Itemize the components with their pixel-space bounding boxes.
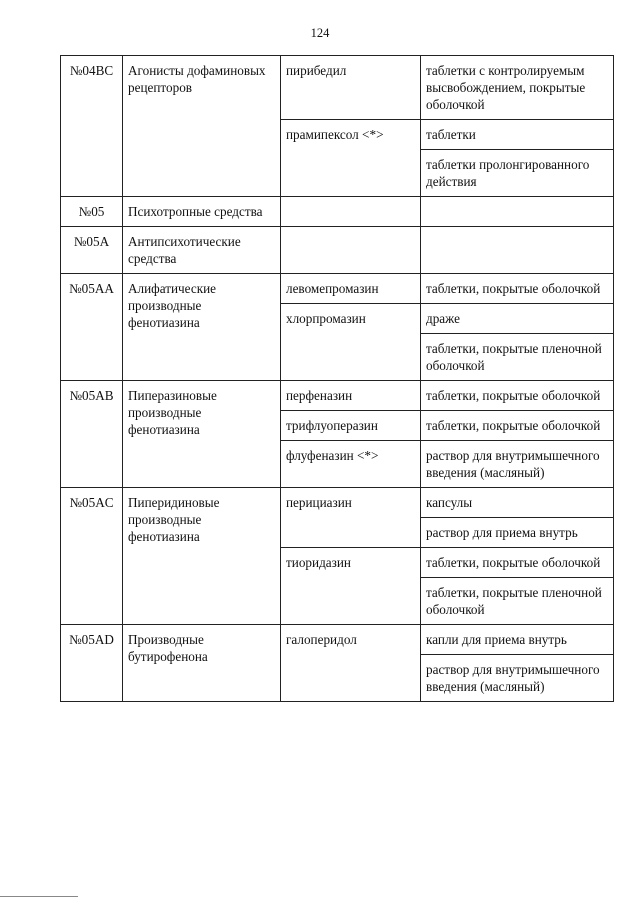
drug-name-cell: перфеназин (281, 381, 421, 411)
group-name-cell: Антипсихотические средства (123, 227, 281, 274)
dosage-form-cell: таблетки (421, 120, 614, 150)
drug-name-cell: прамипексол <*> (281, 120, 421, 197)
dosage-form-cell: раствор для приема внутрь (421, 518, 614, 548)
table-row (61, 197, 614, 227)
drug-name-cell: пирибедил (281, 56, 421, 120)
atc-code-cell: №05AA (61, 274, 123, 381)
atc-code-cell: №04BC (61, 56, 123, 197)
dosage-form-cell: таблетки пролонгированного действия (421, 150, 614, 197)
dosage-form-cell: таблетки, покрытые оболочкой (421, 548, 614, 578)
dosage-form-cell: таблетки, покрытые оболочкой (421, 411, 614, 441)
table-row (61, 274, 614, 304)
dosage-form-cell (421, 197, 614, 227)
drug-name-cell (281, 197, 421, 227)
table-row (61, 56, 614, 120)
dosage-form-cell: капли для приема внутрь (421, 625, 614, 655)
group-name-cell: Производные бутирофенона (123, 625, 281, 702)
group-name-cell: Психотропные средства (123, 197, 281, 227)
table-row (61, 625, 614, 655)
group-name-cell: Алифатические производные фенотиазина (123, 274, 281, 381)
drug-name-cell: галоперидол (281, 625, 421, 702)
atc-code-cell: №05AD (61, 625, 123, 702)
dosage-form-cell: таблетки с контролируемым высвобождением, покрытые оболочкой (421, 56, 614, 120)
atc-code-cell: №05AB (61, 381, 123, 488)
table-body (61, 56, 614, 702)
dosage-form-cell: раствор для внутримышечного введения (масляный) (421, 441, 614, 488)
table-row (61, 381, 614, 411)
dosage-form-cell: таблетки, покрытые оболочкой (421, 274, 614, 304)
group-name-cell: Пиперидиновые производные фенотиазина (123, 488, 281, 625)
table-row (61, 227, 614, 274)
atc-code-cell: №05A (61, 227, 123, 274)
drug-name-cell (281, 227, 421, 274)
dosage-form-cell: драже (421, 304, 614, 334)
drug-name-cell: флуфеназин <*> (281, 441, 421, 488)
drug-name-cell: хлорпромазин (281, 304, 421, 381)
page-number: 124 (310, 26, 330, 40)
atc-code-cell: №05 (61, 197, 123, 227)
atc-code-cell: №05AC (61, 488, 123, 625)
drug-name-cell: перициазин (281, 488, 421, 548)
dosage-form-cell: таблетки, покрытые пленочной оболочкой (421, 578, 614, 625)
group-name-cell: Агонисты дофаминовых рецепторов (123, 56, 281, 197)
dosage-form-cell: таблетки, покрытые оболочкой (421, 381, 614, 411)
dosage-form-cell: капсулы (421, 488, 614, 518)
dosage-form-cell: раствор для внутримышечного введения (масляный) (421, 655, 614, 702)
dosage-form-cell: таблетки, покрытые пленочной оболочкой (421, 334, 614, 381)
footer-rule (0, 896, 78, 897)
drug-name-cell: тиоридазин (281, 548, 421, 625)
drug-name-cell: левомепромазин (281, 274, 421, 304)
table-row (61, 488, 614, 518)
drug-name-cell: трифлуоперазин (281, 411, 421, 441)
group-name-cell: Пиперазиновые производные фенотиазина (123, 381, 281, 488)
drug-classification-table (60, 55, 614, 702)
dosage-form-cell (421, 227, 614, 274)
